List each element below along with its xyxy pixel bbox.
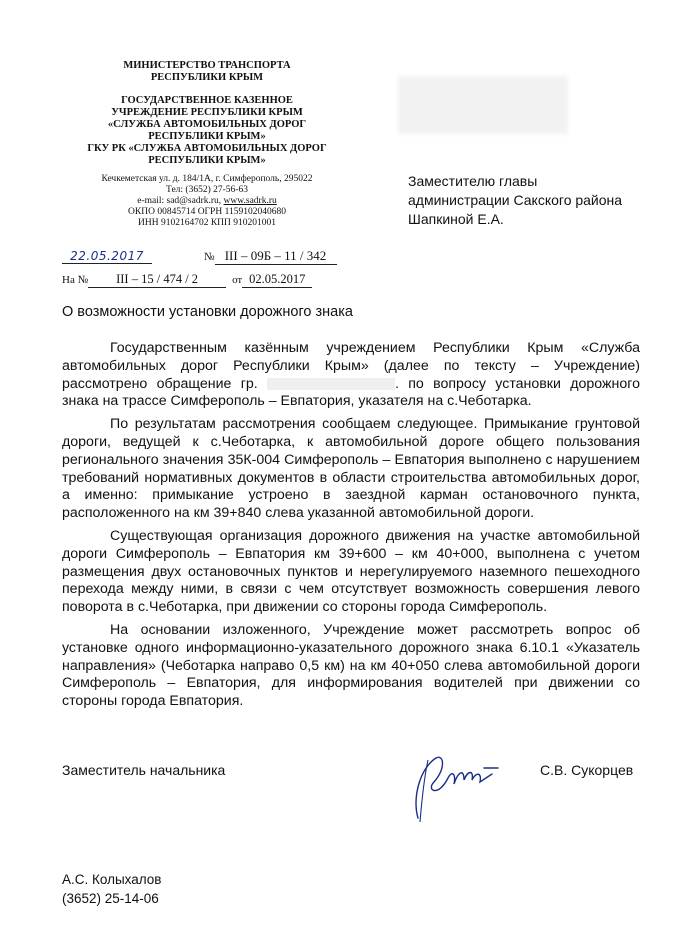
letterhead-okpo: ОКПО 00845714 ОГРН 1159102040680: [128, 207, 286, 217]
institution-line-3: «СЛУЖБА АВТОМОБИЛЬНЫХ ДОРОГ: [107, 119, 307, 130]
institution-line-2: УЧРЕЖДЕНИЕ РЕСПУБЛИКИ КРЫМ: [111, 107, 303, 118]
short-name-line-1: ГКУ РК «СЛУЖБА АВТОМОБИЛЬНЫХ ДОРОГ: [87, 143, 327, 154]
website-link[interactable]: www.sadrk.ru: [223, 196, 277, 206]
ministry-line-1: МИНИСТЕРСТВО ТРАНСПОРТА: [123, 60, 291, 71]
paragraph-1-part-a: Государственным казённым учреждением Республики Крым «Служба автомобильных дорог Республики Крым» (далее по тексту – Учреждение) рассмотрено обращение гр.: [62, 340, 640, 392]
number-prefix: №: [204, 251, 215, 263]
paragraph-2: По результатам рассмотрения сообщаем следующее. Примыкание грунтовой дороги, ведущей к с.Чеботарка, к автомобильной дороге общего пользования регионального значения 35К-004 Симферополь – Евпатория выполнено с нарушением требований нормативных документов в области строительства автомобильных дорог, а именно: примыкание устроено в заездной карман остановочного пункта, расположенного на км 39+840 слева указанной автомобильной дороги.: [62, 416, 640, 522]
registration-line: [62, 248, 337, 265]
paragraph-3: Существующая организация дорожного движения на участке автомобильной дороги Симферополь – Евпатория км 39+600 – км 40+000, выполнена с учетом размещения двух остановочных пунктов и нерегулируемого наземного пешеходного перехода между ними, в связи с чем отсутствует возможность совершения левого поворота в с.Чеботарка, при движении со стороны города Симферополь.: [62, 527, 640, 616]
paragraph-1: [62, 340, 640, 411]
handwritten-date: 22.05.2017: [62, 249, 152, 264]
institution-line-1: ГОСУДАРСТВЕННОЕ КАЗЕННОЕ: [121, 95, 293, 106]
institution-line-4: РЕСПУБЛИКИ КРЫМ»: [148, 131, 266, 142]
executor-block: [62, 870, 161, 908]
addressee-block: [408, 172, 668, 229]
paragraph-4: На основании изложенного, Учреждение может рассмотреть вопрос об установке одного информационно-указательного дорожного знака 6.10.1 «Указатель направления» (Чеботарка направо 0,5 км) на км 40+050 слева автомобильной дороги Симферополь – Евпатория, для информирования водителей при движении со стороны города Евпатория.: [62, 621, 640, 710]
letter-body: [62, 340, 640, 716]
paragraph-1-part-b: . по вопросу установки дорожного знака на трассе Симферополь – Евпатория, указателя на с.Чеботарка.: [62, 375, 640, 410]
short-name-line-2: РЕСПУБЛИКИ КРЫМ»: [148, 155, 266, 166]
reply-number: III – 15 / 474 / 2: [88, 272, 226, 288]
letterhead-phone: Тел: (3652) 27-56-63: [166, 185, 248, 195]
addressee-line-2: администрации Сакского района: [408, 192, 623, 208]
handwritten-signature: [398, 738, 518, 828]
email-text: e-mail: sad@sadrk.ru,: [137, 196, 224, 206]
reply-line: [62, 272, 312, 288]
letterhead-email: [62, 196, 352, 207]
signatory-position: Заместитель начальника: [62, 762, 226, 778]
signatory-name: С.В. Сукорцев: [540, 762, 634, 778]
ministry-line-2: РЕСПУБЛИКИ КРЫМ: [150, 72, 264, 83]
reply-date: 02.05.2017: [242, 272, 312, 288]
letterhead-address: Кечкеметская ул. д. 184/1А, г. Симферополь, 295022: [101, 174, 313, 184]
executor-name: А.С. Колыхалов: [62, 872, 162, 887]
addressee-line-1: Заместителю главы: [408, 173, 538, 189]
outgoing-number: III – 09Б – 11 / 342: [215, 248, 337, 265]
executor-phone: (3652) 25-14-06: [62, 891, 159, 906]
letterhead: [62, 60, 352, 229]
letter-subject: О возможности установки дорожного знака: [62, 304, 353, 320]
redacted-name: [267, 378, 395, 390]
addressee-line-3: Шапкиной Е.А.: [408, 211, 504, 227]
reply-from-label: от: [232, 274, 243, 286]
redacted-area: [398, 76, 568, 134]
letterhead-inn: ИНН 9102164702 КПП 910201001: [137, 218, 276, 228]
reply-label: На №: [62, 274, 89, 286]
